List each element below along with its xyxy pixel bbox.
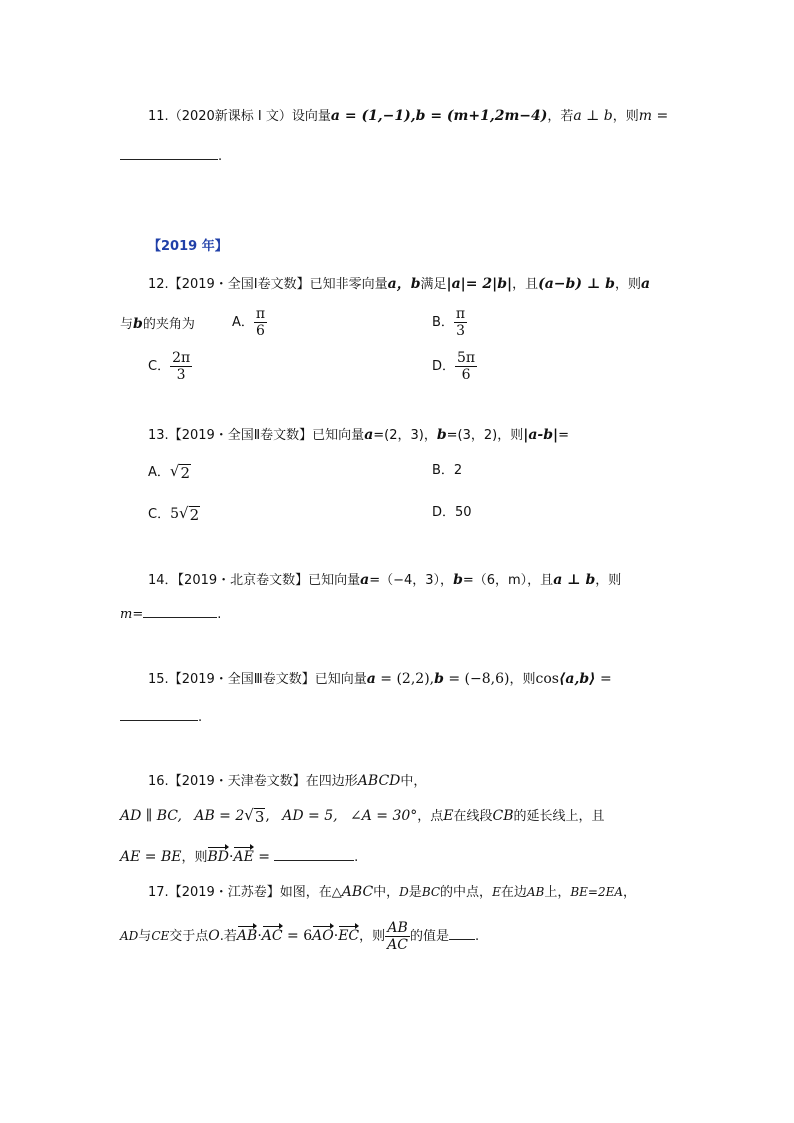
q11-vector-a: a = (1,−1), bbox=[330, 108, 416, 124]
choice-label: D． bbox=[432, 505, 456, 520]
q15-source: 【2019・全国Ⅲ卷文数】 bbox=[168, 672, 315, 687]
numerator: π bbox=[455, 306, 466, 322]
q16-text: 中， bbox=[400, 774, 427, 789]
q12-text: ，则 bbox=[614, 277, 641, 292]
fraction bbox=[455, 350, 477, 383]
q13-choice-d[interactable] bbox=[432, 503, 472, 523]
choice-label: B． bbox=[432, 315, 454, 330]
fraction bbox=[454, 306, 467, 339]
q12-choice-d[interactable] bbox=[432, 350, 477, 383]
q16-text: ，点 bbox=[417, 809, 444, 824]
radicand: 3 bbox=[254, 808, 265, 826]
denominator: 6 bbox=[256, 323, 265, 339]
q12-number: 12. bbox=[148, 277, 169, 292]
q15-eq: = bbox=[595, 671, 612, 687]
q17-segment: AB bbox=[526, 885, 545, 899]
numerator: AB bbox=[387, 920, 408, 936]
vector-ao: AO bbox=[312, 928, 334, 944]
q12-text: ，且 bbox=[512, 277, 539, 292]
q16-quad: ABCD bbox=[357, 773, 401, 789]
q17-line1 bbox=[148, 882, 636, 903]
radicand: 2 bbox=[189, 506, 200, 524]
q13-choice-b[interactable] bbox=[432, 461, 462, 481]
q12-text: 满足 bbox=[420, 277, 447, 292]
q16-math: ∠A = 30° bbox=[349, 808, 418, 824]
coefficient: 5 bbox=[170, 506, 179, 522]
period: . bbox=[354, 850, 359, 865]
q17-eq: = 6 bbox=[282, 928, 313, 944]
q13-value: =(2，3)， bbox=[373, 428, 437, 443]
q15-text: ，则 bbox=[509, 672, 536, 687]
q14-perp: a ⊥ b bbox=[553, 572, 596, 588]
q17-text: 与 bbox=[138, 929, 152, 944]
q14-line2 bbox=[120, 603, 221, 625]
period: . bbox=[198, 710, 203, 725]
q17-text: ， bbox=[623, 885, 637, 900]
q16-math: , bbox=[265, 808, 270, 824]
sqrt: √ 3 bbox=[244, 806, 265, 826]
q14-value: =（−4，3）， bbox=[369, 573, 454, 588]
vector-ac: AC bbox=[261, 928, 283, 944]
q15-cos: cos bbox=[535, 671, 559, 687]
q13-value: =(3，2)，则 bbox=[446, 428, 524, 443]
q17-text: 在边 bbox=[500, 885, 527, 900]
q16-source: 【2019・天津卷文数】 bbox=[168, 774, 306, 789]
q12-cond1: |a|= 2|b| bbox=[446, 276, 513, 292]
choice-value: 2 bbox=[453, 463, 463, 478]
q16-math: AD = 5, bbox=[282, 808, 338, 824]
q16-line1 bbox=[148, 771, 426, 792]
sqrt: √ 2 bbox=[179, 504, 200, 524]
period: . bbox=[218, 149, 223, 164]
q17-text: 中， bbox=[373, 885, 400, 900]
q17-line2: AD与CE交于点O.若AB·AC = 6AO·EC，则 $\frac{AB}{AC}$ 的值是 . bbox=[120, 920, 480, 953]
choice-label: B． bbox=[432, 463, 454, 478]
q14-text: ，则 bbox=[595, 573, 622, 588]
numerator: 5π bbox=[457, 350, 476, 366]
q17-point: E bbox=[492, 885, 501, 899]
q15-a: a bbox=[366, 671, 376, 687]
vector-ec: EC bbox=[338, 928, 360, 944]
q13-a: a bbox=[364, 427, 374, 443]
q11-var: m bbox=[638, 108, 653, 124]
q16-number: 16. bbox=[148, 774, 169, 789]
answer-blank[interactable] bbox=[120, 706, 198, 721]
denominator: AC bbox=[387, 937, 408, 953]
q12-source: 【2019・全国Ⅰ卷文数】 bbox=[168, 277, 310, 292]
q12-text: 的夹角为 bbox=[142, 317, 195, 332]
q11-text: ，则 bbox=[612, 109, 639, 124]
q14-source: 【2019・北京卷文数】 bbox=[177, 573, 309, 588]
q15-angle: ⟨a,b⟩ bbox=[558, 671, 596, 687]
q17-text: 的值是 bbox=[409, 929, 449, 944]
period: . bbox=[474, 929, 480, 944]
choice-label: C． bbox=[148, 507, 171, 522]
q14-text: 已知向量 bbox=[308, 573, 361, 588]
q17-text: 交于点 bbox=[169, 929, 209, 944]
q16-math: AD ∥ BC, bbox=[120, 808, 182, 824]
sqrt: √ 2 bbox=[169, 462, 191, 482]
answer-blank[interactable] bbox=[449, 925, 475, 940]
q17-source: 【2019・江苏卷】 bbox=[168, 885, 280, 900]
q12-ab: a，b bbox=[387, 276, 421, 292]
q11-vector-b: b = (m+1,2m−4) bbox=[415, 108, 548, 124]
denominator: 3 bbox=[176, 367, 186, 383]
q17-text: 是 bbox=[408, 885, 422, 900]
q16-text: ，则 bbox=[181, 850, 208, 865]
q16-line3 bbox=[120, 846, 358, 868]
fraction bbox=[254, 306, 267, 339]
q12-a: a bbox=[640, 276, 651, 292]
q11-eq: = bbox=[652, 108, 669, 124]
answer-blank[interactable] bbox=[120, 145, 218, 160]
q11-answer-line bbox=[120, 145, 222, 167]
q13-line1 bbox=[148, 425, 569, 446]
q15-line1 bbox=[148, 669, 612, 690]
q17-text: 如图，在△ bbox=[279, 885, 342, 900]
q14-a: a bbox=[360, 572, 370, 588]
q13-number: 13. bbox=[148, 428, 169, 443]
q16-text: 在线段 bbox=[453, 809, 493, 824]
q16-text: 在四边形 bbox=[305, 774, 358, 789]
q17-text: 上， bbox=[544, 885, 571, 900]
numerator: 2π bbox=[172, 350, 191, 366]
numerator: π bbox=[255, 306, 266, 322]
q17-relation: BE=2EA bbox=[570, 885, 624, 899]
q17-number: 17. bbox=[148, 885, 169, 900]
q17-triangle: ABC bbox=[341, 884, 374, 900]
q14-var: m= bbox=[120, 607, 144, 622]
q12-choice-b[interactable] bbox=[432, 306, 467, 339]
q15-number: 15. bbox=[148, 672, 169, 687]
q12-text: 已知非零向量 bbox=[309, 277, 388, 292]
choice-label: A． bbox=[232, 315, 254, 330]
q17-point: D bbox=[399, 885, 409, 899]
choice-label: D． bbox=[432, 359, 456, 374]
q17-segment: AD bbox=[120, 929, 139, 943]
q16-point: E bbox=[443, 808, 454, 824]
q13-abs: |a-b| bbox=[523, 427, 559, 443]
q12-text: 与 bbox=[120, 317, 134, 332]
vector-ab: AB bbox=[236, 928, 258, 944]
denominator: 6 bbox=[461, 367, 471, 383]
answer-blank[interactable] bbox=[143, 603, 217, 618]
q16-text: 的延长线上，且 bbox=[513, 809, 605, 824]
q12-choice-c[interactable] bbox=[148, 350, 192, 383]
q17-point: O bbox=[208, 928, 220, 944]
radicand: 2 bbox=[180, 464, 191, 482]
vector-ae: AE bbox=[233, 849, 254, 865]
answer-blank[interactable] bbox=[274, 846, 354, 861]
period: . bbox=[217, 607, 222, 622]
q12-cond2: (a−b) ⊥ b bbox=[538, 276, 615, 292]
dot: · bbox=[229, 849, 234, 865]
q16-line2 bbox=[120, 805, 605, 827]
year-header: 【2019 年】 bbox=[148, 239, 228, 254]
q14-line1 bbox=[148, 570, 621, 591]
q16-math: AE = BE bbox=[120, 849, 182, 865]
q12-line1 bbox=[148, 274, 650, 295]
choice-label: A． bbox=[148, 465, 170, 480]
q15-b: b bbox=[434, 671, 444, 687]
fraction bbox=[170, 350, 192, 383]
q17-segment: BC bbox=[421, 885, 441, 899]
fraction bbox=[385, 920, 410, 953]
choice-value: 50 bbox=[455, 505, 472, 520]
q17-text: ，则 bbox=[359, 929, 386, 944]
q13-choice-c[interactable] bbox=[148, 503, 200, 525]
q14-number: 14． bbox=[148, 573, 178, 588]
q14-b: b bbox=[453, 572, 463, 588]
q12-line2 bbox=[120, 314, 195, 335]
q15-answer-line bbox=[120, 706, 202, 728]
q13-b: b bbox=[436, 427, 447, 443]
choice-label: C． bbox=[148, 359, 171, 374]
q16-eq: = bbox=[253, 849, 270, 865]
q11-number: 11. bbox=[148, 109, 169, 124]
q11-text: ，若 bbox=[547, 109, 574, 124]
q13-choice-a[interactable] bbox=[148, 461, 191, 483]
q11-text: 设向量 bbox=[291, 109, 331, 124]
q16-math: AB = 2 bbox=[194, 808, 245, 824]
q13-text: 已知向量 bbox=[312, 428, 365, 443]
q15-value: = (−8,6) bbox=[443, 671, 510, 687]
q14-value: =（6，m），且 bbox=[462, 573, 554, 588]
q15-text: 已知向量 bbox=[314, 672, 367, 687]
vector-bd: BD bbox=[207, 849, 229, 865]
q15-value: = (2,2), bbox=[375, 671, 435, 687]
q11-perp: a ⊥ b bbox=[573, 108, 613, 124]
q13-source: 【2019・全国Ⅱ卷文数】 bbox=[168, 428, 313, 443]
q17-text: 的中点， bbox=[440, 885, 493, 900]
q17-segment: CE bbox=[151, 929, 170, 943]
q17-text: .若 bbox=[219, 929, 237, 944]
q12-choice-a[interactable] bbox=[232, 306, 267, 339]
q11-line1 bbox=[148, 106, 668, 127]
q11-source: （2020新课标 I 文） bbox=[168, 109, 292, 124]
denominator: 3 bbox=[456, 323, 465, 339]
q13-eq: = bbox=[558, 428, 570, 443]
q12-b: b bbox=[133, 316, 143, 332]
q16-segment: CB bbox=[492, 808, 514, 824]
